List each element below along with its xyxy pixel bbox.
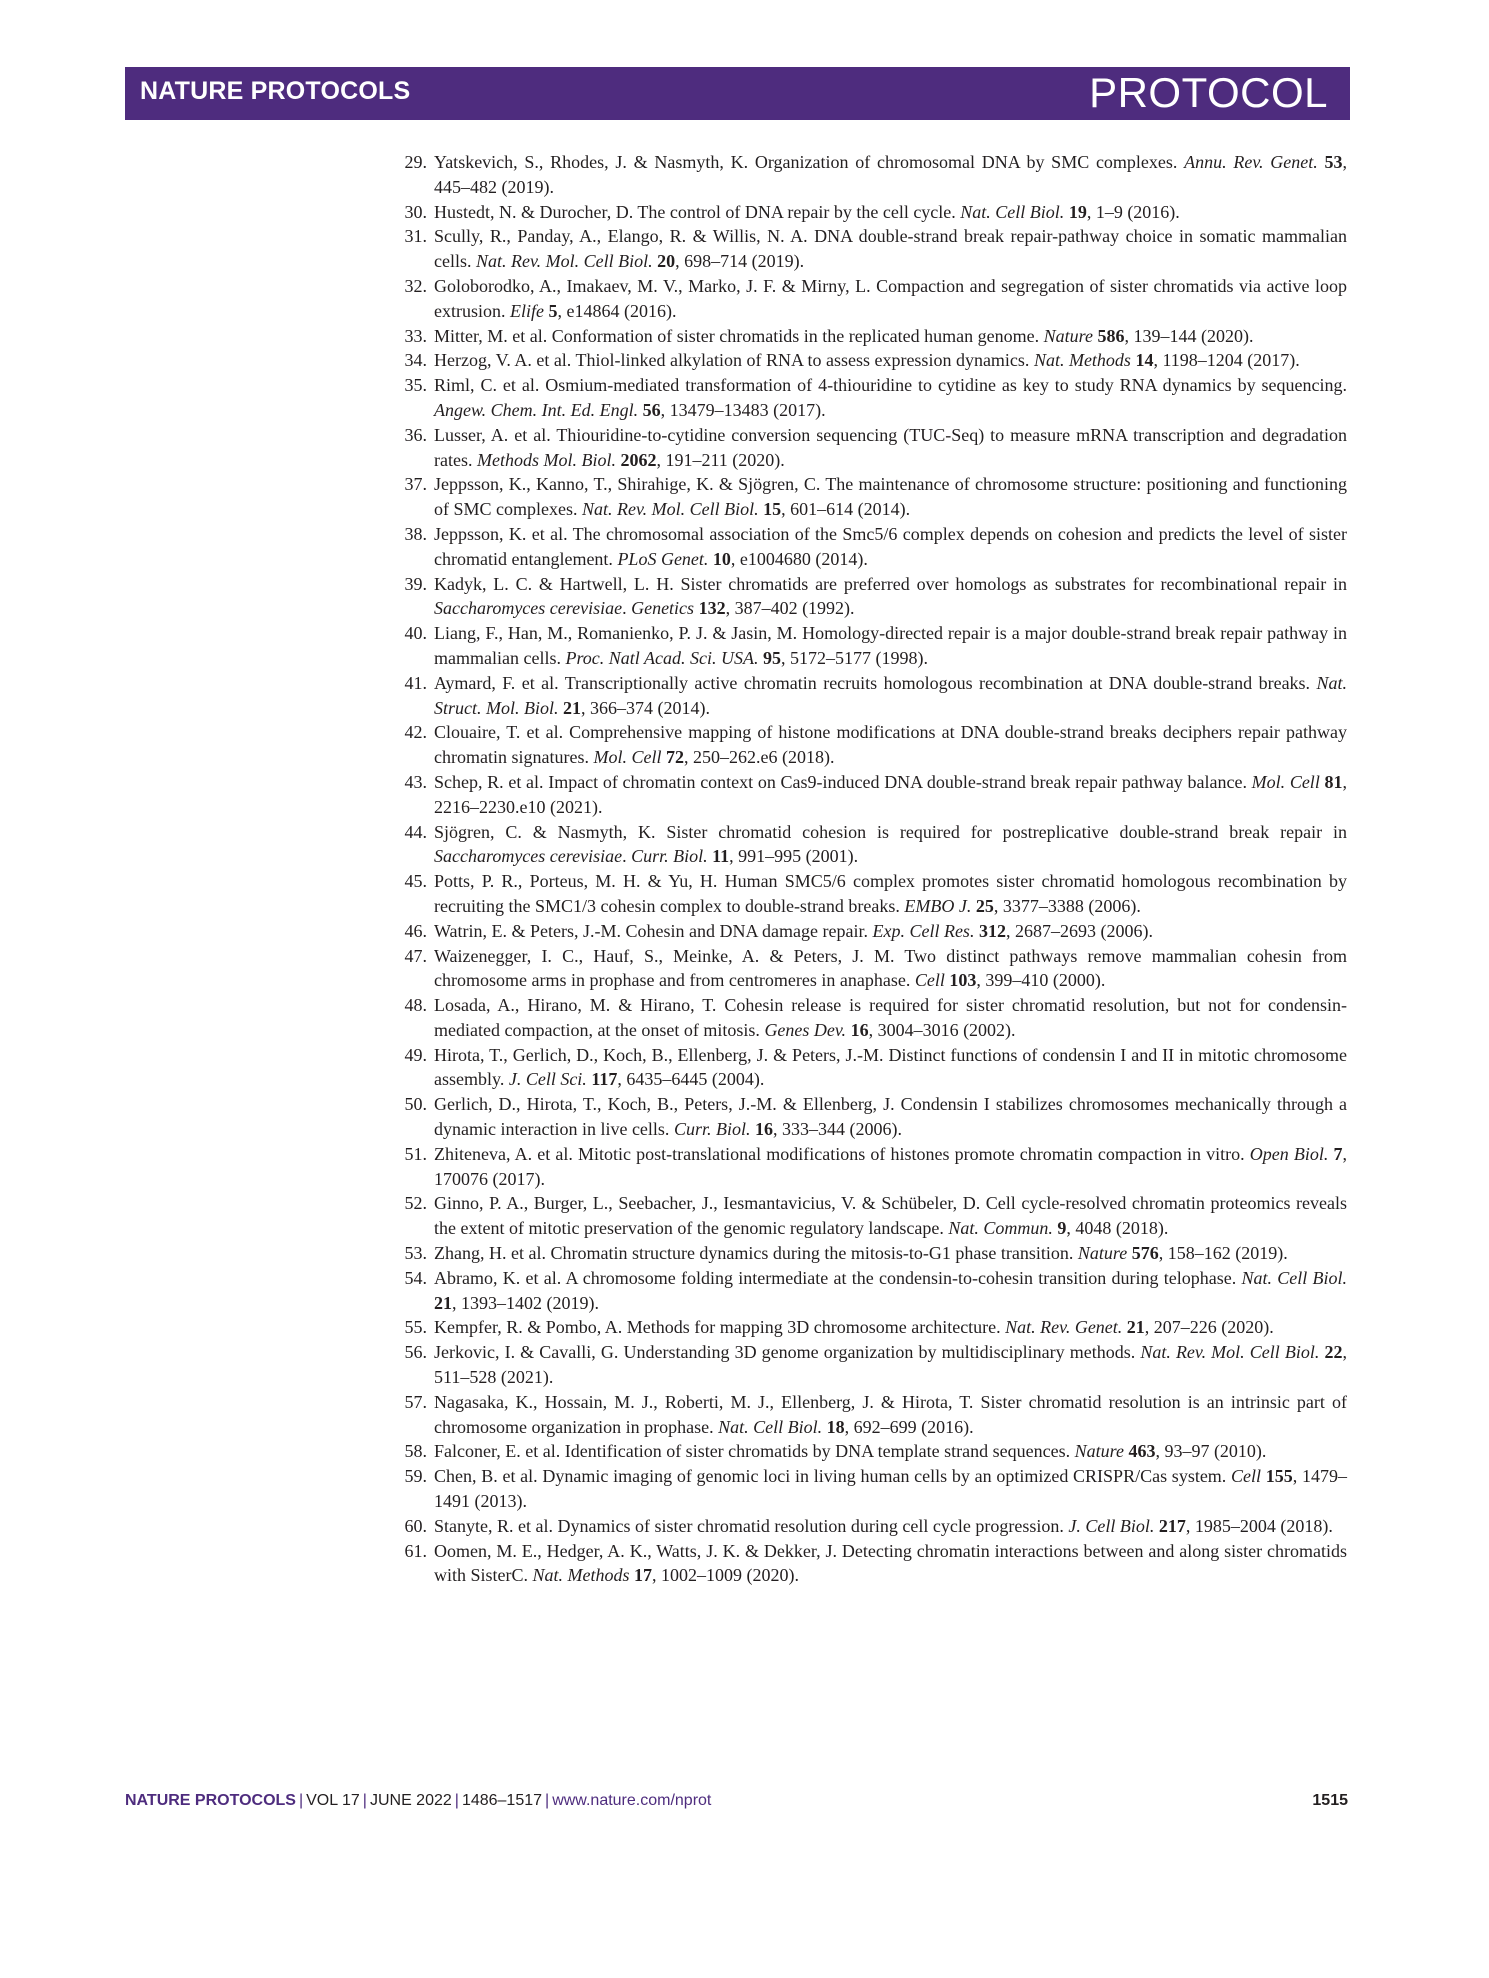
reference-journal: Exp. Cell Res. bbox=[872, 920, 975, 941]
reference-text: , 93–97 (2010). bbox=[1155, 1441, 1267, 1462]
reference-volume: 14 bbox=[1135, 350, 1154, 371]
reference-volume: 2062 bbox=[620, 449, 657, 470]
reference-number: 55. bbox=[404, 1317, 427, 1338]
reference-number: 41. bbox=[404, 672, 427, 693]
reference-text: Riml, C. et al. Osmium-mediated transformation of 4-thiouridine to cytidine as key to study RNA dynamics by sequencing. bbox=[434, 375, 1347, 396]
reference-item bbox=[397, 1241, 1347, 1266]
reference-text: , 333–344 (2006). bbox=[772, 1119, 902, 1140]
reference-item bbox=[397, 1266, 1347, 1316]
footer-pages: 1486–1517 bbox=[461, 1792, 543, 1809]
reference-item bbox=[397, 993, 1347, 1043]
reference-journal: J. Cell Biol. bbox=[1068, 1515, 1155, 1536]
reference-text: . bbox=[622, 598, 632, 619]
reference-text: Gerlich, D., Hirota, T., Koch, B., Peters, J.-M. & Ellenberg, J. Condensin I stabilizes chromosomes mechanically through a dynamic interaction in live cells. bbox=[434, 1094, 1347, 1140]
reference-text: Falconer, E. et al. Identification of sister chromatids by DNA template strand sequences. bbox=[434, 1441, 1075, 1462]
reference-volume: 11 bbox=[712, 846, 730, 867]
reference-text: Clouaire, T. et al. Comprehensive mapping of histone modifications at DNA double-strand breaks deciphers repair pathway chromatin signatures. bbox=[434, 722, 1347, 768]
reference-journal: Nat. Cell Biol. bbox=[960, 201, 1065, 222]
reference-item bbox=[397, 1514, 1347, 1539]
reference-text: , 1985–2004 (2018). bbox=[1185, 1515, 1333, 1536]
reference-text: Jeppsson, K., Kanno, T., Shirahige, K. & Sjögren, C. The maintenance of chromosome structure: positioning and functioning of SMC complexes. bbox=[434, 474, 1347, 520]
reference-text bbox=[1318, 152, 1325, 172]
reference-volume: 463 bbox=[1128, 1441, 1156, 1462]
reference-item bbox=[397, 423, 1347, 473]
reference-volume: 217 bbox=[1158, 1515, 1186, 1536]
reference-journal: Nat. Commun. bbox=[948, 1218, 1053, 1239]
reference-item bbox=[397, 472, 1347, 522]
reference-journal: Cell bbox=[1231, 1466, 1262, 1487]
reference-text: Hirota, T., Gerlich, D., Koch, B., Ellenberg, J. & Peters, J.-M. Distinct functions of condensin I and II in mitotic chromosome assembly. bbox=[434, 1044, 1347, 1090]
reference-journal: Open Biol. bbox=[1249, 1143, 1329, 1164]
reference-item bbox=[397, 820, 1347, 870]
reference-item bbox=[397, 200, 1347, 225]
reference-text: Hustedt, N. & Durocher, D. The control of DNA repair by the cell cycle. bbox=[434, 201, 961, 222]
journal-name: NATURE PROTOCOLS bbox=[140, 77, 411, 105]
reference-text: , 250–262.e6 (2018). bbox=[683, 747, 835, 768]
reference-item bbox=[397, 324, 1347, 349]
reference-number: 46. bbox=[404, 920, 427, 941]
reference-volume: 22 bbox=[1324, 1342, 1343, 1363]
reference-text: Watrin, E. & Peters, J.-M. Cohesin and DNA damage repair. bbox=[434, 920, 873, 941]
reference-text: , 3004–3016 (2002). bbox=[868, 1019, 1016, 1040]
reference-journal: Mol. Cell bbox=[1251, 771, 1320, 792]
reference-text: Chen, B. et al. Dynamic imaging of genomic loci in living human cells by an optimized CRISPR/Cas system. bbox=[434, 1466, 1232, 1487]
reference-journal: Nat. Struct. Mol. Biol. bbox=[434, 672, 1347, 718]
reference-text: Stanyte, R. et al. Dynamics of sister chromatid resolution during cell cycle progression. bbox=[434, 1515, 1069, 1536]
reference-volume: 16 bbox=[850, 1019, 869, 1040]
reference-item bbox=[397, 522, 1347, 572]
reference-number: 47. bbox=[404, 945, 427, 966]
reference-volume: 21 bbox=[434, 1292, 452, 1313]
reference-text: Zhang, H. et al. Chromatin structure dynamics during the mitosis-to-G1 phase transition. bbox=[434, 1243, 1078, 1264]
reference-text: , 991–995 (2001). bbox=[729, 846, 859, 867]
reference-text: , 445–482 (2019). bbox=[434, 152, 1347, 197]
reference-volume: 312 bbox=[978, 920, 1006, 941]
reference-text: Goloborodko, A., Imakaev, M. V., Marko, J. F. & Mirny, L. Compaction and segregation of sister chromatids via active loop extrusion. bbox=[434, 275, 1347, 321]
reference-number: 30. bbox=[404, 201, 427, 222]
footer-date: JUNE 2022 bbox=[369, 1792, 452, 1809]
reference-journal: Proc. Natl Acad. Sci. USA. bbox=[565, 647, 759, 668]
reference-text: , 170076 (2017). bbox=[434, 1143, 1347, 1189]
reference-volume: 72 bbox=[665, 747, 684, 768]
reference-text: Yatskevich, S., Rhodes, J. & Nasmyth, K. Organization of chromosomal DNA by SMC complexes. bbox=[434, 152, 1185, 172]
reference-journal: Curr. Biol. bbox=[673, 1119, 751, 1140]
reference-journal: Nature bbox=[1043, 325, 1093, 346]
reference-volume: 21 bbox=[563, 697, 581, 718]
reference-item bbox=[397, 1464, 1347, 1514]
reference-item bbox=[397, 572, 1347, 622]
reference-number: 42. bbox=[404, 722, 427, 743]
reference-list bbox=[397, 150, 1347, 1588]
reference-volume: 586 bbox=[1097, 325, 1125, 346]
reference-volume: 19 bbox=[1068, 201, 1087, 222]
footer-journal: NATURE PROTOCOLS bbox=[125, 1792, 296, 1809]
reference-text: , 191–211 (2020). bbox=[656, 449, 785, 470]
reference-text: , 1198–1204 (2017). bbox=[1153, 350, 1300, 371]
reference-number: 49. bbox=[404, 1044, 427, 1065]
reference-text: Mitter, M. et al. Conformation of sister chromatids in the replicated human genome. bbox=[434, 325, 1044, 346]
reference-number: 54. bbox=[404, 1267, 427, 1288]
reference-number: 60. bbox=[404, 1515, 427, 1536]
reference-item bbox=[397, 919, 1347, 944]
footer-citation: NATURE PROTOCOLS | VOL 17 | JUNE 2022 | 1486–1517 | www.nature.com/nprot bbox=[125, 1792, 712, 1809]
reference-journal: Annu. Rev. Genet. bbox=[1184, 152, 1318, 172]
article-type: PROTOCOL bbox=[1089, 69, 1328, 116]
reference-item bbox=[397, 1390, 1347, 1440]
reference-text: , 692–699 (2016). bbox=[844, 1416, 974, 1437]
reference-volume: 5 bbox=[548, 300, 558, 321]
reference-text: , 698–714 (2019). bbox=[675, 251, 805, 272]
reference-number: 52. bbox=[404, 1193, 427, 1214]
reference-item bbox=[397, 274, 1347, 324]
page-number: 1515 bbox=[1312, 1792, 1348, 1809]
reference-text: , 387–402 (1992). bbox=[725, 598, 855, 619]
reference-journal: Saccharomyces cerevisiae bbox=[434, 846, 623, 867]
reference-item bbox=[397, 869, 1347, 919]
reference-number: 31. bbox=[404, 226, 427, 247]
footer-volume: VOL 17 bbox=[306, 1792, 360, 1809]
reference-text: , 1479–1491 (2013). bbox=[434, 1466, 1348, 1512]
reference-volume: 9 bbox=[1057, 1218, 1067, 1239]
reference-item bbox=[397, 1539, 1347, 1589]
reference-text: Potts, P. R., Porteus, M. H. & Yu, H. Human SMC5/6 complex promotes sister chromatid homologous recombination by recruiting the SMC1/3 cohesin complex to double-strand breaks. bbox=[434, 871, 1347, 916]
reference-volume: 117 bbox=[591, 1069, 618, 1090]
reference-journal: Nature bbox=[1074, 1441, 1124, 1462]
reference-journal: Cell bbox=[914, 970, 945, 991]
reference-text: , 1002–1009 (2020). bbox=[652, 1565, 800, 1586]
reference-item bbox=[397, 1092, 1347, 1142]
reference-text: , 5172–5177 (1998). bbox=[780, 647, 928, 668]
reference-journal: Genetics bbox=[631, 598, 695, 619]
reference-journal: Saccharomyces cerevisiae bbox=[434, 598, 623, 619]
reference-text: Sjögren, C. & Nasmyth, K. Sister chromatid cohesion is required for postreplicative double-strand break repair in bbox=[434, 821, 1347, 842]
page-footer bbox=[125, 1792, 1350, 1816]
reference-volume: 10 bbox=[712, 548, 731, 569]
reference-volume: 155 bbox=[1265, 1466, 1293, 1487]
reference-text: , 3377–3388 (2006). bbox=[993, 895, 1141, 916]
reference-item bbox=[397, 1439, 1347, 1464]
reference-number: 53. bbox=[404, 1243, 427, 1264]
reference-text: , 1–9 (2016). bbox=[1086, 201, 1180, 222]
reference-item bbox=[397, 621, 1347, 671]
reference-volume: 21 bbox=[1126, 1317, 1145, 1338]
reference-volume: 56 bbox=[642, 399, 661, 420]
reference-number: 40. bbox=[404, 623, 427, 644]
reference-journal: Nat. Cell Biol. bbox=[718, 1416, 823, 1437]
reference-number: 61. bbox=[404, 1540, 427, 1561]
reference-journal: Genes Dev. bbox=[764, 1019, 847, 1040]
reference-text: Waizenegger, I. C., Hauf, S., Meinke, A. & Peters, J. M. Two distinct pathways remove mammalian cohesin from chromosome arms in prophase and from centromeres in anaphase. bbox=[434, 945, 1347, 991]
reference-item bbox=[397, 1043, 1347, 1093]
reference-item bbox=[397, 671, 1347, 721]
reference-item bbox=[397, 770, 1347, 820]
reference-volume: 53 bbox=[1324, 152, 1343, 172]
reference-number: 29. bbox=[404, 152, 427, 172]
reference-text: , 1393–1402 (2019). bbox=[452, 1292, 599, 1313]
reference-text: Jerkovic, I. & Cavalli, G. Understanding 3D genome organization by multidisciplinary methods. bbox=[434, 1342, 1141, 1363]
reference-number: 32. bbox=[404, 275, 427, 296]
reference-volume: 15 bbox=[763, 499, 782, 520]
reference-text: Jeppsson, K. et al. The chromosomal association of the Smc5/6 complex depends on cohesion and predicts the level of sister chromatid entanglement. bbox=[434, 523, 1347, 569]
reference-journal: EMBO J. bbox=[904, 895, 972, 916]
reference-text: Zhiteneva, A. et al. Mitotic post-translational modifications of histones promote chromatin compaction in vitro. bbox=[434, 1143, 1250, 1164]
reference-journal: Nat. Rev. Mol. Cell Biol. bbox=[1140, 1342, 1320, 1363]
reference-text: , 511–528 (2021). bbox=[434, 1342, 1347, 1388]
reference-journal: Elife bbox=[510, 300, 544, 321]
reference-text: Lusser, A. et al. Thiouridine-to-cytidine conversion sequencing (TUC-Seq) to measure mRNA transcription and degradation rates. bbox=[434, 424, 1347, 470]
reference-text: Ginno, P. A., Burger, L., Seebacher, J., Iesmantavicius, V. & Schübeler, D. Cell cycle-resolved chromatin proteomics reveals the extent of mitotic preservation of the genomic regulatory landscape. bbox=[434, 1193, 1347, 1239]
reference-item bbox=[397, 720, 1347, 770]
reference-journal: Nat. Rev. Genet. bbox=[1005, 1317, 1123, 1338]
reference-volume: 18 bbox=[826, 1416, 845, 1437]
reference-journal: Mol. Cell bbox=[593, 747, 662, 768]
reference-text: , 13479–13483 (2017). bbox=[660, 399, 826, 420]
reference-text: , e14864 (2016). bbox=[557, 300, 677, 321]
reference-journal: Methods Mol. Biol. bbox=[476, 449, 616, 470]
reference-number: 50. bbox=[404, 1094, 427, 1115]
reference-text: Herzog, V. A. et al. Thiol-linked alkylation of RNA to assess expression dynamics. bbox=[434, 350, 1034, 371]
reference-volume: 95 bbox=[762, 647, 781, 668]
reference-text: , 4048 (2018). bbox=[1066, 1218, 1169, 1239]
reference-journal: Nature bbox=[1077, 1243, 1128, 1264]
reference-number: 33. bbox=[404, 325, 427, 346]
reference-item bbox=[397, 944, 1347, 994]
reference-text: Schep, R. et al. Impact of chromatin context on Cas9-induced DNA double-strand break repair pathway balance. bbox=[434, 771, 1252, 792]
reference-text: Kempfer, R. & Pombo, A. Methods for mapping 3D chromosome architecture. bbox=[434, 1317, 1006, 1338]
reference-item bbox=[397, 373, 1347, 423]
reference-item bbox=[397, 224, 1347, 274]
reference-number: 58. bbox=[404, 1441, 427, 1462]
reference-journal: PLoS Genet. bbox=[617, 548, 709, 569]
reference-number: 48. bbox=[404, 995, 427, 1016]
reference-item bbox=[397, 1142, 1347, 1192]
reference-item bbox=[397, 1340, 1347, 1390]
reference-item bbox=[397, 348, 1347, 373]
reference-text: Scully, R., Panday, A., Elango, R. & Willis, N. A. DNA double-strand break repair-pathway choice in somatic mammalian cells. bbox=[434, 226, 1347, 272]
reference-journal: Nat. Rev. Mol. Cell Biol. bbox=[476, 251, 653, 272]
journal-banner bbox=[125, 67, 1350, 120]
reference-volume: 17 bbox=[634, 1565, 653, 1586]
reference-text: , 207–226 (2020). bbox=[1144, 1317, 1274, 1338]
reference-journal: Nat. Cell Biol. bbox=[1241, 1267, 1347, 1288]
reference-number: 59. bbox=[404, 1466, 427, 1487]
reference-number: 44. bbox=[404, 821, 427, 842]
reference-text: , e1004680 (2014). bbox=[730, 548, 868, 569]
reference-number: 37. bbox=[404, 474, 427, 495]
reference-number: 39. bbox=[404, 573, 427, 594]
reference-item bbox=[397, 1191, 1347, 1241]
reference-text: , 366–374 (2014). bbox=[581, 697, 710, 718]
reference-number: 56. bbox=[404, 1342, 427, 1363]
reference-volume: 16 bbox=[754, 1119, 773, 1140]
reference-journal: Angew. Chem. Int. Ed. Engl. bbox=[434, 399, 639, 420]
reference-text: , 2216–2230.e10 (2021). bbox=[434, 771, 1348, 817]
reference-text: , 399–410 (2000). bbox=[976, 970, 1106, 991]
reference-text: Oomen, M. E., Hedger, A. K., Watts, J. K. & Dekker, J. Detecting chromatin interactions between and along sister chromatids with SisterC. bbox=[434, 1540, 1347, 1586]
reference-text: , 139–144 (2020). bbox=[1124, 325, 1254, 346]
reference-volume: 81 bbox=[1324, 771, 1343, 792]
reference-text: Abramo, K. et al. A chromosome folding intermediate at the condensin-to-cohesin transition during telophase. bbox=[434, 1267, 1242, 1288]
reference-volume: 20 bbox=[657, 251, 676, 272]
reference-number: 34. bbox=[404, 350, 427, 371]
reference-text: , 2687–2693 (2006). bbox=[1005, 920, 1153, 941]
reference-volume: 7 bbox=[1333, 1143, 1343, 1164]
reference-text: Nagasaka, K., Hossain, M. J., Roberti, M. J., Ellenberg, J. & Hirota, T. Sister chromatid resolution is an intrinsic part of chromosome organization in prophase. bbox=[434, 1391, 1347, 1437]
reference-text: . bbox=[622, 846, 632, 867]
reference-text: Liang, F., Han, M., Romanienko, P. J. & Jasin, M. Homology-directed repair is a major double-strand break repair pathway in mammalian cells. bbox=[434, 623, 1347, 668]
reference-journal: Curr. Biol. bbox=[631, 846, 708, 867]
reference-volume: 25 bbox=[975, 895, 994, 916]
reference-journal: Nat. Methods bbox=[532, 1565, 630, 1586]
reference-number: 51. bbox=[404, 1143, 427, 1164]
reference-item bbox=[397, 150, 1347, 200]
reference-number: 57. bbox=[404, 1391, 427, 1412]
reference-number: 36. bbox=[404, 424, 427, 445]
reference-journal: J. Cell Sci. bbox=[508, 1069, 587, 1090]
reference-text: Aymard, F. et al. Transcriptionally active chromatin recruits homologous recombination at DNA double-strand breaks. bbox=[434, 672, 1317, 693]
reference-number: 38. bbox=[404, 523, 427, 544]
reference-volume: 103 bbox=[949, 970, 977, 991]
reference-item bbox=[397, 1315, 1347, 1340]
reference-volume: 132 bbox=[698, 598, 726, 619]
reference-text: Kadyk, L. C. & Hartwell, L. H. Sister chromatids are preferred over homologs as substrates for recombinational repair in bbox=[434, 573, 1347, 594]
reference-text: Losada, A., Hirano, M. & Hirano, T. Cohesin release is required for sister chromatid resolution, but not for condensin-mediated compaction, at the onset of mitosis. bbox=[434, 995, 1347, 1040]
reference-text: , 158–162 (2019). bbox=[1158, 1243, 1288, 1264]
reference-text: , 601–614 (2014). bbox=[781, 499, 911, 520]
reference-number: 35. bbox=[404, 375, 427, 396]
reference-text: , 6435–6445 (2004). bbox=[617, 1069, 765, 1090]
reference-number: 43. bbox=[404, 771, 427, 792]
reference-journal: Nat. Rev. Mol. Cell Biol. bbox=[582, 499, 759, 520]
reference-number: 45. bbox=[404, 871, 427, 892]
footer-url-link[interactable]: www.nature.com/nprot bbox=[552, 1792, 712, 1809]
reference-journal: Nat. Methods bbox=[1033, 350, 1131, 371]
reference-volume: 576 bbox=[1131, 1243, 1159, 1264]
